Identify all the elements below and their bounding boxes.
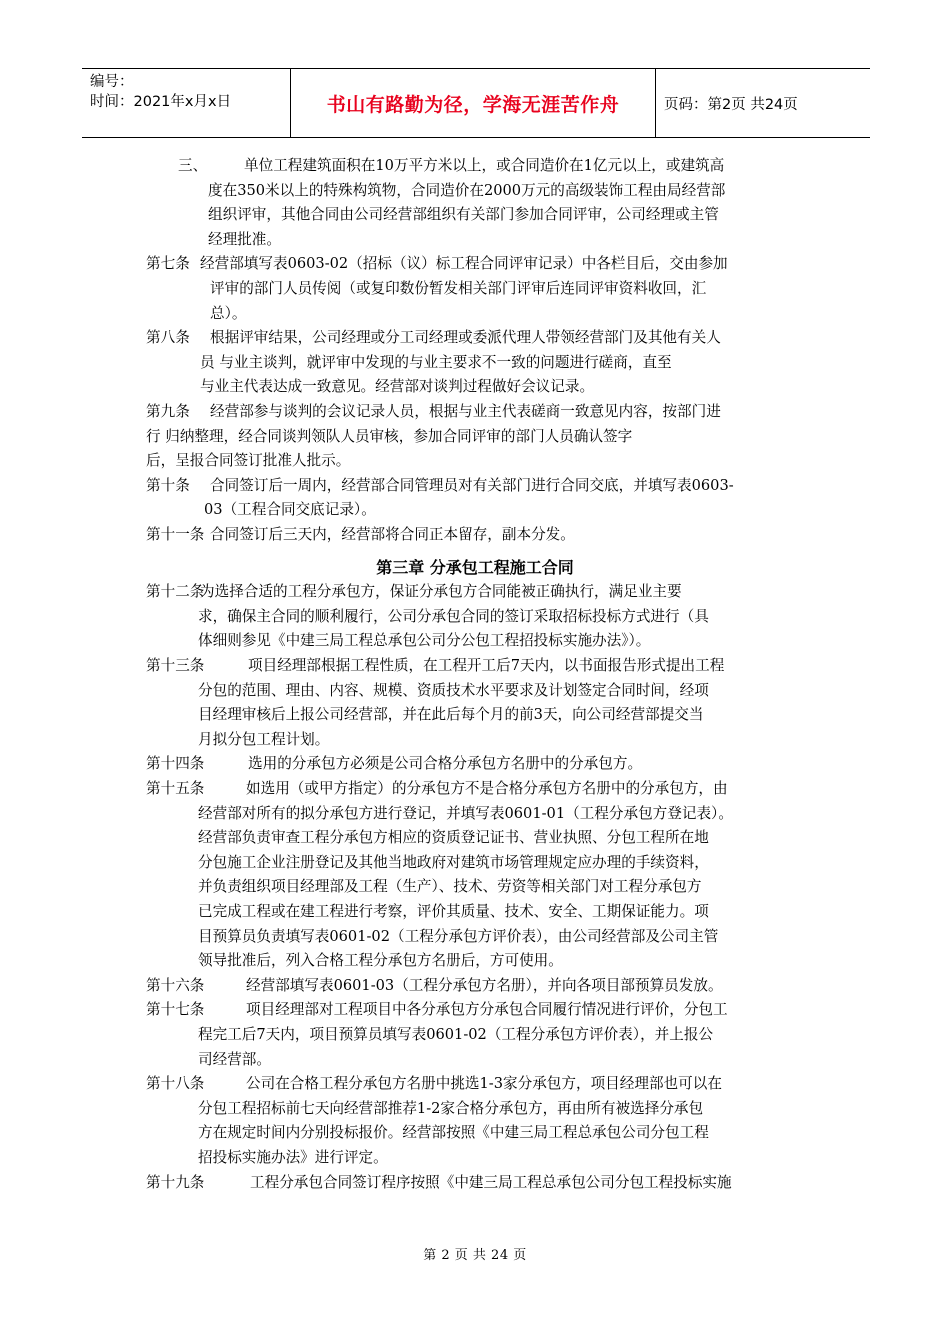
header-meta — [82, 69, 290, 137]
paragraph-line: 月拟分包工程计划。 — [198, 730, 330, 748]
paragraph-line: 经营部参与谈判的会议记录人员，根据与业主代表磋商一致意见内容，按部门进 — [210, 403, 721, 420]
article-label: 第十七条 — [146, 1001, 205, 1019]
paragraph-line: 并负责组织项目经理部及工程（生产）、技术、劳资等相关部门对工程分承包方 — [198, 878, 702, 896]
item-label: 三、 — [178, 157, 208, 174]
article-label: 第十一条 — [146, 526, 205, 543]
article-label: 第十五条 — [146, 780, 205, 797]
page-header — [82, 68, 870, 138]
article-label: 第十九条 — [146, 1173, 205, 1191]
article-label: 第七条 — [146, 255, 190, 273]
paragraph-line: 分包施工企业注册登记及其他当地政府对建筑市场管理规定应办理的手续资料， — [198, 853, 709, 871]
paragraph-line: 项目经理部对工程项目中各分承包方分承包合同履行情况进行评价，分包工 — [246, 1001, 728, 1019]
paragraph-line: 组织评审，其他合同由公司经营部组织有关部门参加合同评审，公司经理或主管 — [208, 206, 719, 224]
paragraph-line: 项目经理部根据工程性质，在工程开工后7天内，以书面报告形式提出工程 — [248, 657, 725, 674]
header-motto: 书山有路勤为径，学海无涯苦作舟 — [290, 69, 656, 137]
paragraph-line: 评审的部门人员传阅（或复印数份暂发相关部门评审后连同评审资料收回，汇 — [210, 280, 707, 297]
paragraph-line: 员 与业主谈判，就评审中发现的与业主要求不一致的问题进行磋商，直至 — [200, 353, 672, 371]
paragraph-line: 合同签订后一周内，经营部合同管理员对有关部门进行合同交底，并填写表0603- — [210, 476, 734, 494]
paragraph-line: 合同签订后三天内，经营部将合同正本留存，副本分发。 — [210, 526, 575, 543]
paragraph-line: 招投标实施办法》进行评定。 — [198, 1149, 388, 1166]
paragraph-line: 求，确保主合同的顺利履行，公司分承包合同的签订采取招标投标方式进行（具 — [198, 607, 709, 625]
article-label: 第八条 — [146, 329, 190, 347]
paragraph-line: 公司在合格工程分承包方名册中挑选1-3家分承包方，项目经理部也可以在 — [246, 1075, 722, 1093]
paragraph-line: 目经理审核后上报公司经营部，并在此后每个月的前3天，向公司经营部提交当 — [198, 706, 704, 724]
paragraph-line: 后，呈报合同签订批准人批示。 — [146, 452, 351, 470]
paragraph-line: 经营部负责审查工程分承包方相应的资质登记证书、营业执照、分包工程所在地 — [198, 829, 709, 847]
article-label: 第十四条 — [146, 755, 205, 773]
paragraph-line: 单位工程建筑面积在10万平方米以上，或合同造价在1亿元以上，或建筑高 — [244, 157, 725, 174]
page-footer: 第 2 页 共 24 页 — [423, 1248, 527, 1263]
paragraph-line: 目预算员负责填写表0601-02（工程分承包方评价表），由公司经营部及公司主管 — [198, 927, 719, 945]
article-label: 第十二条 — [146, 583, 205, 601]
paragraph-line: 工程分承包合同签订程序按照《中建三局工程总承包公司分包工程投标实施 — [250, 1173, 732, 1191]
paragraph-line: 03（工程合同交底记录）。 — [204, 501, 376, 519]
paragraph-line: 已完成工程或在建工程进行考察，评价其质量、技术、安全、工期保证能力。项 — [198, 903, 709, 920]
paragraph-line: 领导批准后，列入合格工程分承包方名册后，方可使用。 — [198, 952, 563, 970]
header-page-info: 页码：第2页 共24页 — [664, 96, 798, 113]
paragraph-line: 行 归纳整理，经合同谈判领队人员审核，参加合同评审的部门人员确认签字 — [146, 427, 633, 445]
paragraph-line: 体细则参见《中建三局工程总承包公司分公包工程招投标实施办法》）。 — [198, 632, 651, 650]
article-label: 第十六条 — [146, 976, 205, 994]
paragraph-line: 程完工后7天内，项目预算员填写表0601-02（工程分承包方评价表），并上报公 — [198, 1026, 714, 1043]
time-label: 时间：2021年x月x日 — [90, 94, 232, 110]
paragraph-line: 方在规定时间内分别投标报价。经营部按照《中建三局工程总承包公司分包工程 — [198, 1124, 709, 1142]
article-label: 第十三条 — [146, 657, 205, 674]
paragraph-line: 司经营部。 — [198, 1050, 271, 1068]
paragraph-line: 分包的范围、理由、内容、规模、资质技术水平要求及计划签定合同时间，经项 — [198, 681, 709, 699]
paragraph-line: 与业主代表达成一致意见。经营部对谈判过程做好会议记录。 — [200, 378, 595, 396]
paragraph-line: 如选用（或甲方指定）的分承包方不是合格分承包方名册中的分承包方，由 — [246, 780, 728, 797]
paragraph-line: 分包工程招标前七天向经营部推荐1-2家合格分承包方，再由所有被选择分承包 — [198, 1099, 704, 1117]
paragraph-line: 根据评审结果，公司经理或分工司经理或委派代理人带领经营部门及其他有关人 — [210, 329, 721, 347]
article-label: 第十八条 — [146, 1075, 205, 1093]
article-label: 第九条 — [146, 403, 190, 420]
paragraph-line: 选用的分承包方必须是公司合格分承包方名册中的分承包方。 — [248, 755, 643, 773]
paragraph-line: 经营部对所有的拟分承包方进行登记，并填写表0601-01（工程分承包方登记表）。 — [198, 804, 733, 822]
paragraph-line: 经营部填写表0603-02（招标（议）标工程合同评审记录）中各栏目后，交由参加 — [200, 255, 728, 273]
paragraph-line: 经理批准。 — [208, 230, 281, 248]
paragraph-line: 经营部填写表0601-03（工程分承包方名册），并向各项目部预算员发放。 — [246, 976, 723, 994]
article-label: 第十条 — [146, 476, 190, 494]
paragraph-line: 度在350米以上的特殊构筑物，合同造价在2000万元的高级装饰工程由局经营部 — [208, 181, 726, 199]
chapter-title: 第三章 分承包工程施工合同 — [376, 557, 574, 577]
code-label: 编号： — [90, 74, 134, 90]
paragraph-line: 为选择合适的工程分承包方，保证分承包方合同能被正确执行，满足业主要 — [200, 583, 682, 601]
paragraph-line: 总）。 — [210, 304, 247, 322]
